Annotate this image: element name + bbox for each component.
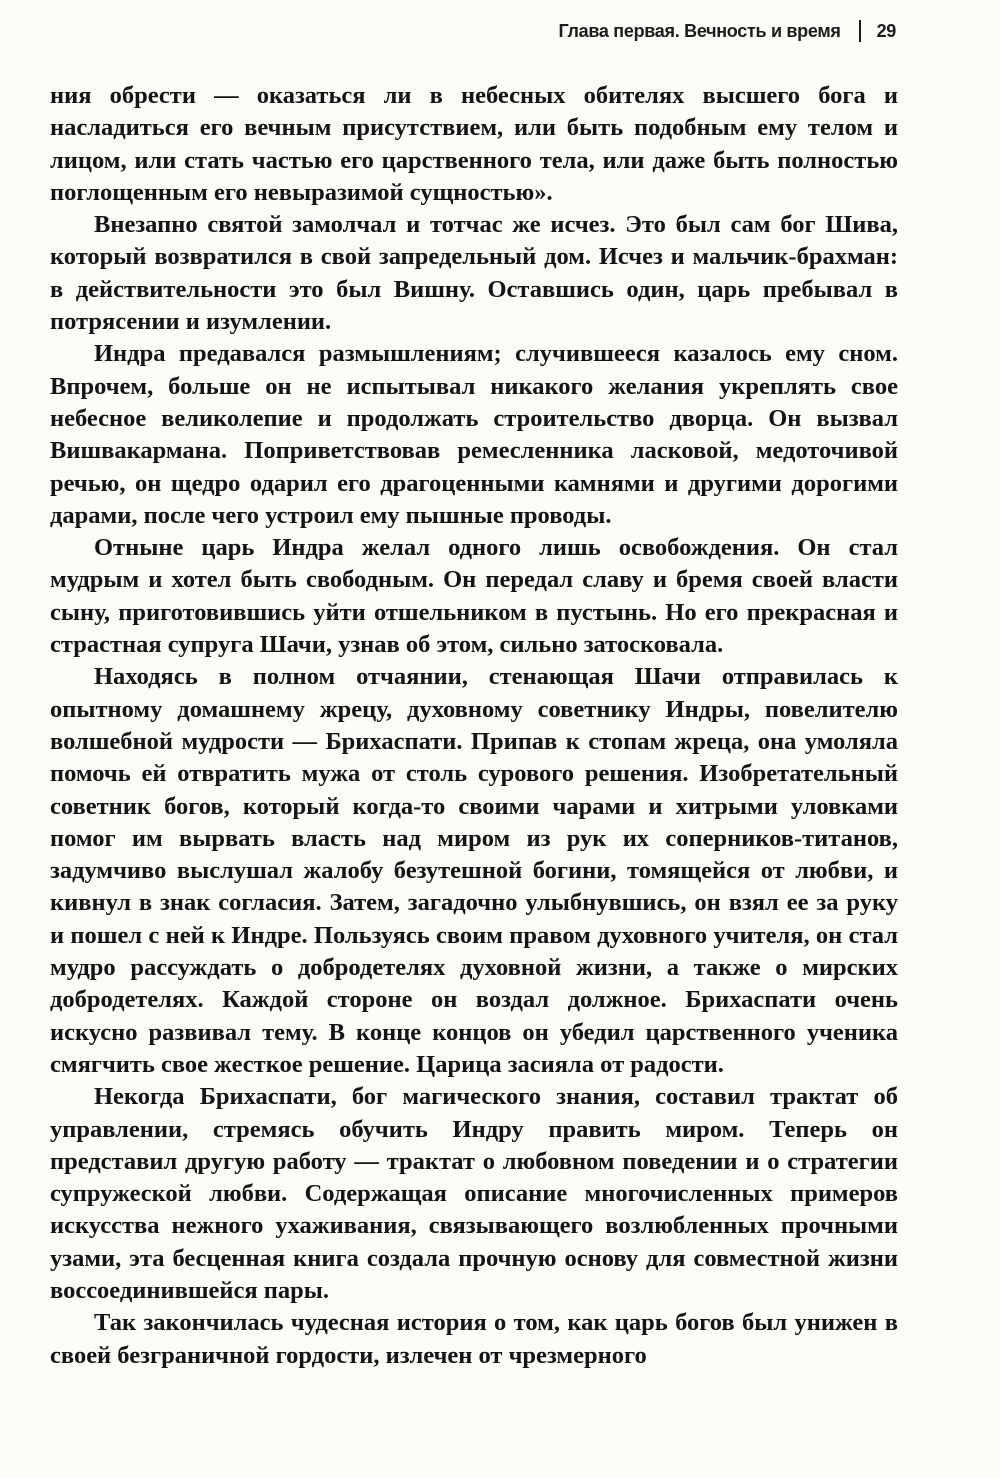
header-separator [859, 20, 861, 42]
paragraph-4: Отныне царь Индра желал одного лишь освобождения. Он стал мудрым и хотел быть свободным. Он передал славу и бремя своей власти сыну, приготовившись уйти отшельником в пустынь. Но его прекрасная и страстная супруга Шачи, узнав об этом, сильно затосковала. [50, 534, 898, 659]
running-head [559, 20, 897, 42]
paragraph-2: Внезапно святой замолчал и тотчас же исчез. Это был сам бог Шива, который возвратился в свой запредельный дом. Исчез и мальчик-брахман: в действительности это был Вишну. Оставшись один, царь пребывал в потрясении и изумлении. [50, 211, 898, 336]
paragraph-7: Так закончилась чудесная история о том, как царь богов был унижен в своей безграничной гордости, излечен от чрезмерного [50, 1309, 898, 1369]
page-number: 29 [876, 20, 896, 41]
body-text [50, 80, 898, 1372]
paragraph-6: Некогда Брихаспати, бог магического знания, составил трактат об управлении, стремясь обучить Индру править миром. Теперь он представил другую работу — трактат о любовном поведении и о стратегии супружеской любви. Содержащая описание многочисленных примеров искусства нежного ухаживания, связывающего возлюбленных прочными узами, эта бесценная книга создала прочную основу для совместной жизни воссоединившейся пары. [50, 1083, 898, 1304]
paragraph-5: Находясь в полном отчаянии, стенающая Шачи отправилась к опытному домашнему жрецу, духовному советнику Индры, повелителю волшебной мудрости — Брихаспати. Припав к стопам жреца, она умоляла помочь ей отвратить мужа от столь сурового решения. Изобретательный советник богов, который когда-то своими чарами и хитрыми уловками помог им вырвать власть над миром из рук их соперников-титанов, задумчиво выслушал жалобу безутешной богини, томящейся от любви, и кивнул в знак согласия. Затем, загадочно улыбнувшись, он взял ее за руку и пошел с ней к Индре. Пользуясь своим правом духовного учителя, он стал мудро рассуждать о добродетелях духовной жизни, а также о мирских добродетелях. Каждой стороне он воздал должное. Брихаспати очень искусно развивал тему. В конце концов он убедил царственного ученика смягчить свое жесткое решение. Царица засияла от радости. [50, 663, 898, 1078]
paragraph-1: ния обрести — оказаться ли в небесных обителях высшего бога и насладиться его вечным присутствием, или быть подобным ему телом и лицом, или стать частью его царственного тела, или даже быть полностью поглощенным его невыразимой сущностью». [50, 82, 898, 206]
paragraph-3: Индра предавался размышлениям; случившееся казалось ему сном. Впрочем, больше он не испытывал никакого желания укреплять свое небесное великолепие и продолжать строительство дворца. Он вызвал Вишвакармана. Поприветствовав ремесленника ласковой, медоточивой речью, он щедро одарил его драгоценными камнями и другими дорогими дарами, после чего устроил ему пышные проводы. [50, 340, 898, 529]
chapter-title: Глава первая. Вечность и время [558, 20, 841, 41]
